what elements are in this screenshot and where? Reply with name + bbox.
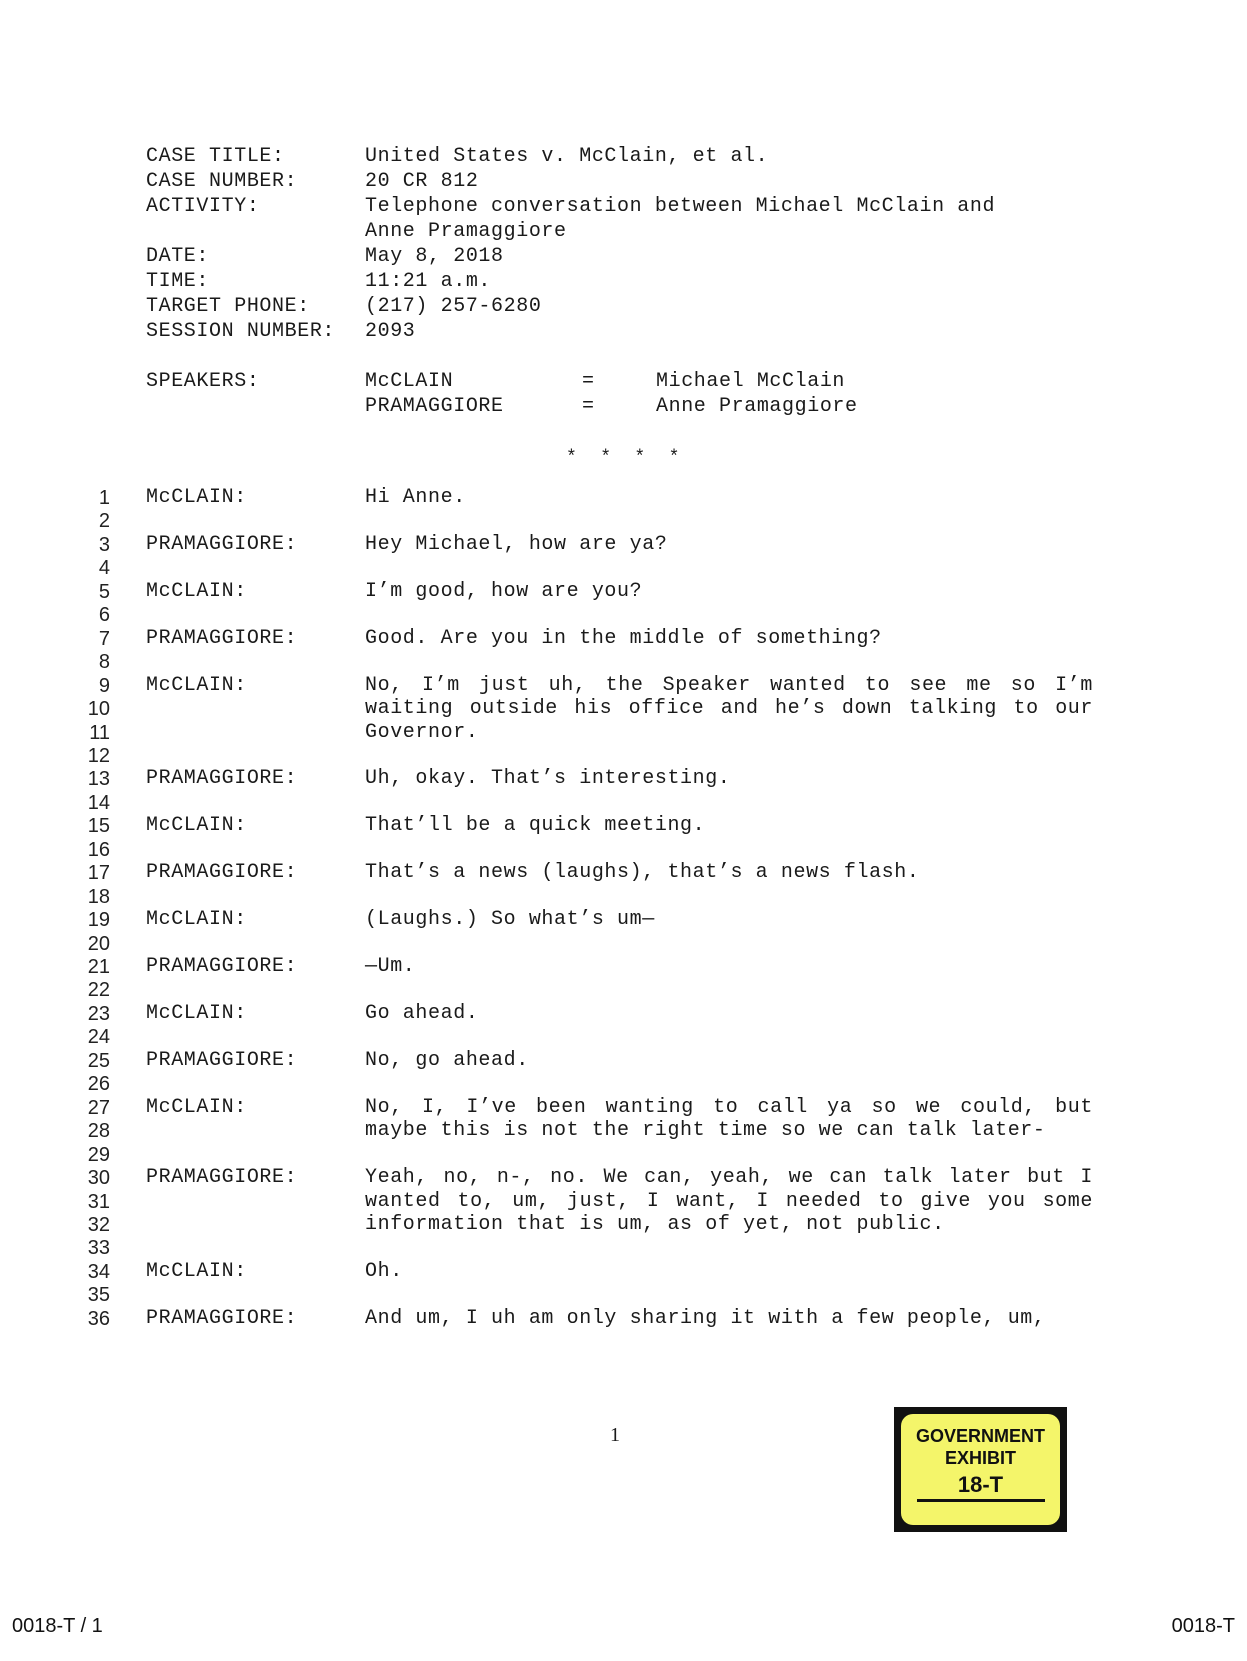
utterance-line: And um, I uh am only sharing it with a few people, um, (365, 1306, 1046, 1330)
case-number: 20 CR 812 (365, 170, 479, 193)
exhibit-number: 18-T (957, 1472, 1004, 1497)
activity-line-2: Anne Pramaggiore (365, 220, 567, 243)
line-number: 8 (98, 651, 110, 674)
speaker-equals: = (582, 395, 595, 418)
utterance-line: That’ll be a quick meeting. (365, 814, 706, 838)
line-number: 30 (87, 1167, 110, 1190)
speaker-name: PRAMAGGIORE: (146, 955, 298, 978)
utterance-line: Hey Michael, how are ya? (365, 532, 668, 556)
utterance-line: waiting outside his office and he’s down talking to our (365, 697, 1093, 721)
speaker-full-name: Anne Pramaggiore (656, 395, 858, 418)
utterance-line: Governor. (365, 720, 479, 744)
speaker-name: PRAMAGGIORE: (146, 1048, 298, 1072)
utterance-line: No, I, I’ve been wanting to call ya so we could, but (365, 1095, 1093, 1119)
footer-document-id: 0018-T / 1 (12, 1615, 103, 1637)
speaker-name: McCLAIN: (146, 1095, 247, 1119)
activity-line-1: Telephone conversation between Michael McClain and (365, 195, 996, 218)
line-number: 20 (87, 932, 110, 955)
line-number: 16 (87, 838, 110, 861)
line-number: 32 (87, 1213, 110, 1236)
speaker-name: PRAMAGGIORE: (146, 626, 298, 650)
speaker-name: McCLAIN: (146, 486, 247, 509)
line-number: 7 (98, 627, 110, 650)
line-number: 24 (87, 1026, 110, 1049)
target-phone: (217) 257-6280 (365, 295, 542, 318)
line-number: 27 (87, 1096, 110, 1119)
exhibit-label (901, 1414, 1060, 1525)
utterance-line: Oh. (365, 1259, 403, 1283)
speakers-label: SPEAKERS: (146, 370, 260, 393)
speaker-full-name: Michael McClain (656, 370, 846, 393)
line-number: 1 (98, 487, 110, 509)
line-number: 26 (87, 1073, 110, 1096)
utterance-line: Go ahead. (365, 1001, 479, 1025)
line-number: 17 (87, 862, 110, 885)
case-number-label: CASE NUMBER: (146, 170, 298, 193)
speaker-name: McCLAIN: (146, 908, 247, 932)
line-number: 10 (87, 698, 110, 721)
line-number: 18 (87, 885, 110, 908)
speaker-name: PRAMAGGIORE: (146, 1306, 298, 1330)
activity-label: ACTIVITY: (146, 195, 260, 218)
speaker-name: McCLAIN: (146, 1001, 247, 1025)
line-number: 25 (87, 1049, 110, 1072)
speaker-name: PRAMAGGIORE: (146, 861, 298, 885)
speaker-equals: = (582, 370, 595, 393)
time-value: 11:21 a.m. (365, 270, 492, 293)
footer-exhibit-id: 0018-T (1171, 1615, 1235, 1637)
case-title: United States v. McClain, et al. (365, 145, 769, 168)
utterance-line: That’s a news (laughs), that’s a news flash. (365, 861, 920, 885)
speaker-name: McCLAIN: (146, 814, 247, 838)
line-number: 4 (98, 557, 110, 580)
speaker-name: PRAMAGGIORE: (146, 1166, 298, 1190)
utterance-line: —Um. (365, 955, 416, 978)
utterance-line: Yeah, no, n-, no. We can, yeah, we can talk later but I (365, 1166, 1093, 1190)
line-number: 13 (87, 768, 110, 791)
speaker-abbr: McCLAIN (365, 370, 454, 393)
utterance-line: No, go ahead. (365, 1048, 529, 1072)
line-number: 19 (87, 909, 110, 932)
speaker-name: McCLAIN: (146, 579, 247, 603)
line-number: 2 (98, 510, 110, 533)
utterance-line: wanted to, um, just, I want, I needed to give you some (365, 1189, 1093, 1213)
case-title-label: CASE TITLE: (146, 145, 285, 168)
line-number: 28 (87, 1120, 110, 1143)
speaker-name: McCLAIN: (146, 673, 247, 697)
speaker-name: PRAMAGGIORE: (146, 767, 298, 791)
line-number: 5 (98, 580, 110, 603)
line-number: 14 (87, 791, 110, 814)
exhibit-underline (917, 1499, 1045, 1502)
utterance-line: information that is um, as of yet, not public. (365, 1212, 945, 1236)
date-label: DATE: (146, 245, 210, 268)
speaker-name: McCLAIN: (146, 1259, 247, 1283)
line-number: 3 (98, 533, 110, 556)
utterance-line: Hi Anne. (365, 486, 466, 509)
line-number: 15 (87, 815, 110, 838)
line-number: 36 (87, 1307, 110, 1330)
line-number: 31 (87, 1190, 110, 1213)
time-label: TIME: (146, 270, 210, 293)
line-number: 6 (98, 604, 110, 627)
line-number: 12 (87, 744, 110, 767)
line-number: 29 (87, 1143, 110, 1166)
government-exhibit-sticker (894, 1407, 1067, 1532)
speaker-abbr: PRAMAGGIORE (365, 395, 504, 418)
utterance-line: Uh, okay. That’s interesting. (365, 767, 731, 791)
line-number: 11 (89, 721, 110, 744)
utterance-line: maybe this is not the right time so we can talk later- (365, 1119, 1046, 1143)
utterance-line: No, I’m just uh, the Speaker wanted to see me so I’m (365, 673, 1093, 697)
line-number: 23 (87, 1002, 110, 1025)
line-number: 21 (87, 956, 110, 978)
date-value: May 8, 2018 (365, 245, 504, 268)
line-number: 22 (87, 979, 110, 1002)
exhibit-line-1: GOVERNMENT (915, 1426, 1045, 1446)
line-number: 34 (87, 1260, 110, 1283)
page-number: 1 (610, 1424, 620, 1446)
utterance-line: Good. Are you in the middle of something? (365, 626, 882, 650)
line-number: 35 (87, 1284, 110, 1307)
section-separator: * * * * (566, 448, 681, 468)
line-number: 9 (98, 674, 110, 697)
speaker-name: PRAMAGGIORE: (146, 532, 298, 556)
session-number-label: SESSION NUMBER: (146, 320, 336, 343)
exhibit-line-2: EXHIBIT (944, 1448, 1016, 1468)
session-number: 2093 (365, 320, 416, 343)
target-phone-label: TARGET PHONE: (146, 295, 310, 318)
utterance-line: (Laughs.) So what’s um— (365, 908, 655, 932)
utterance-line: I’m good, how are you? (365, 579, 643, 603)
line-number: 33 (87, 1237, 110, 1260)
